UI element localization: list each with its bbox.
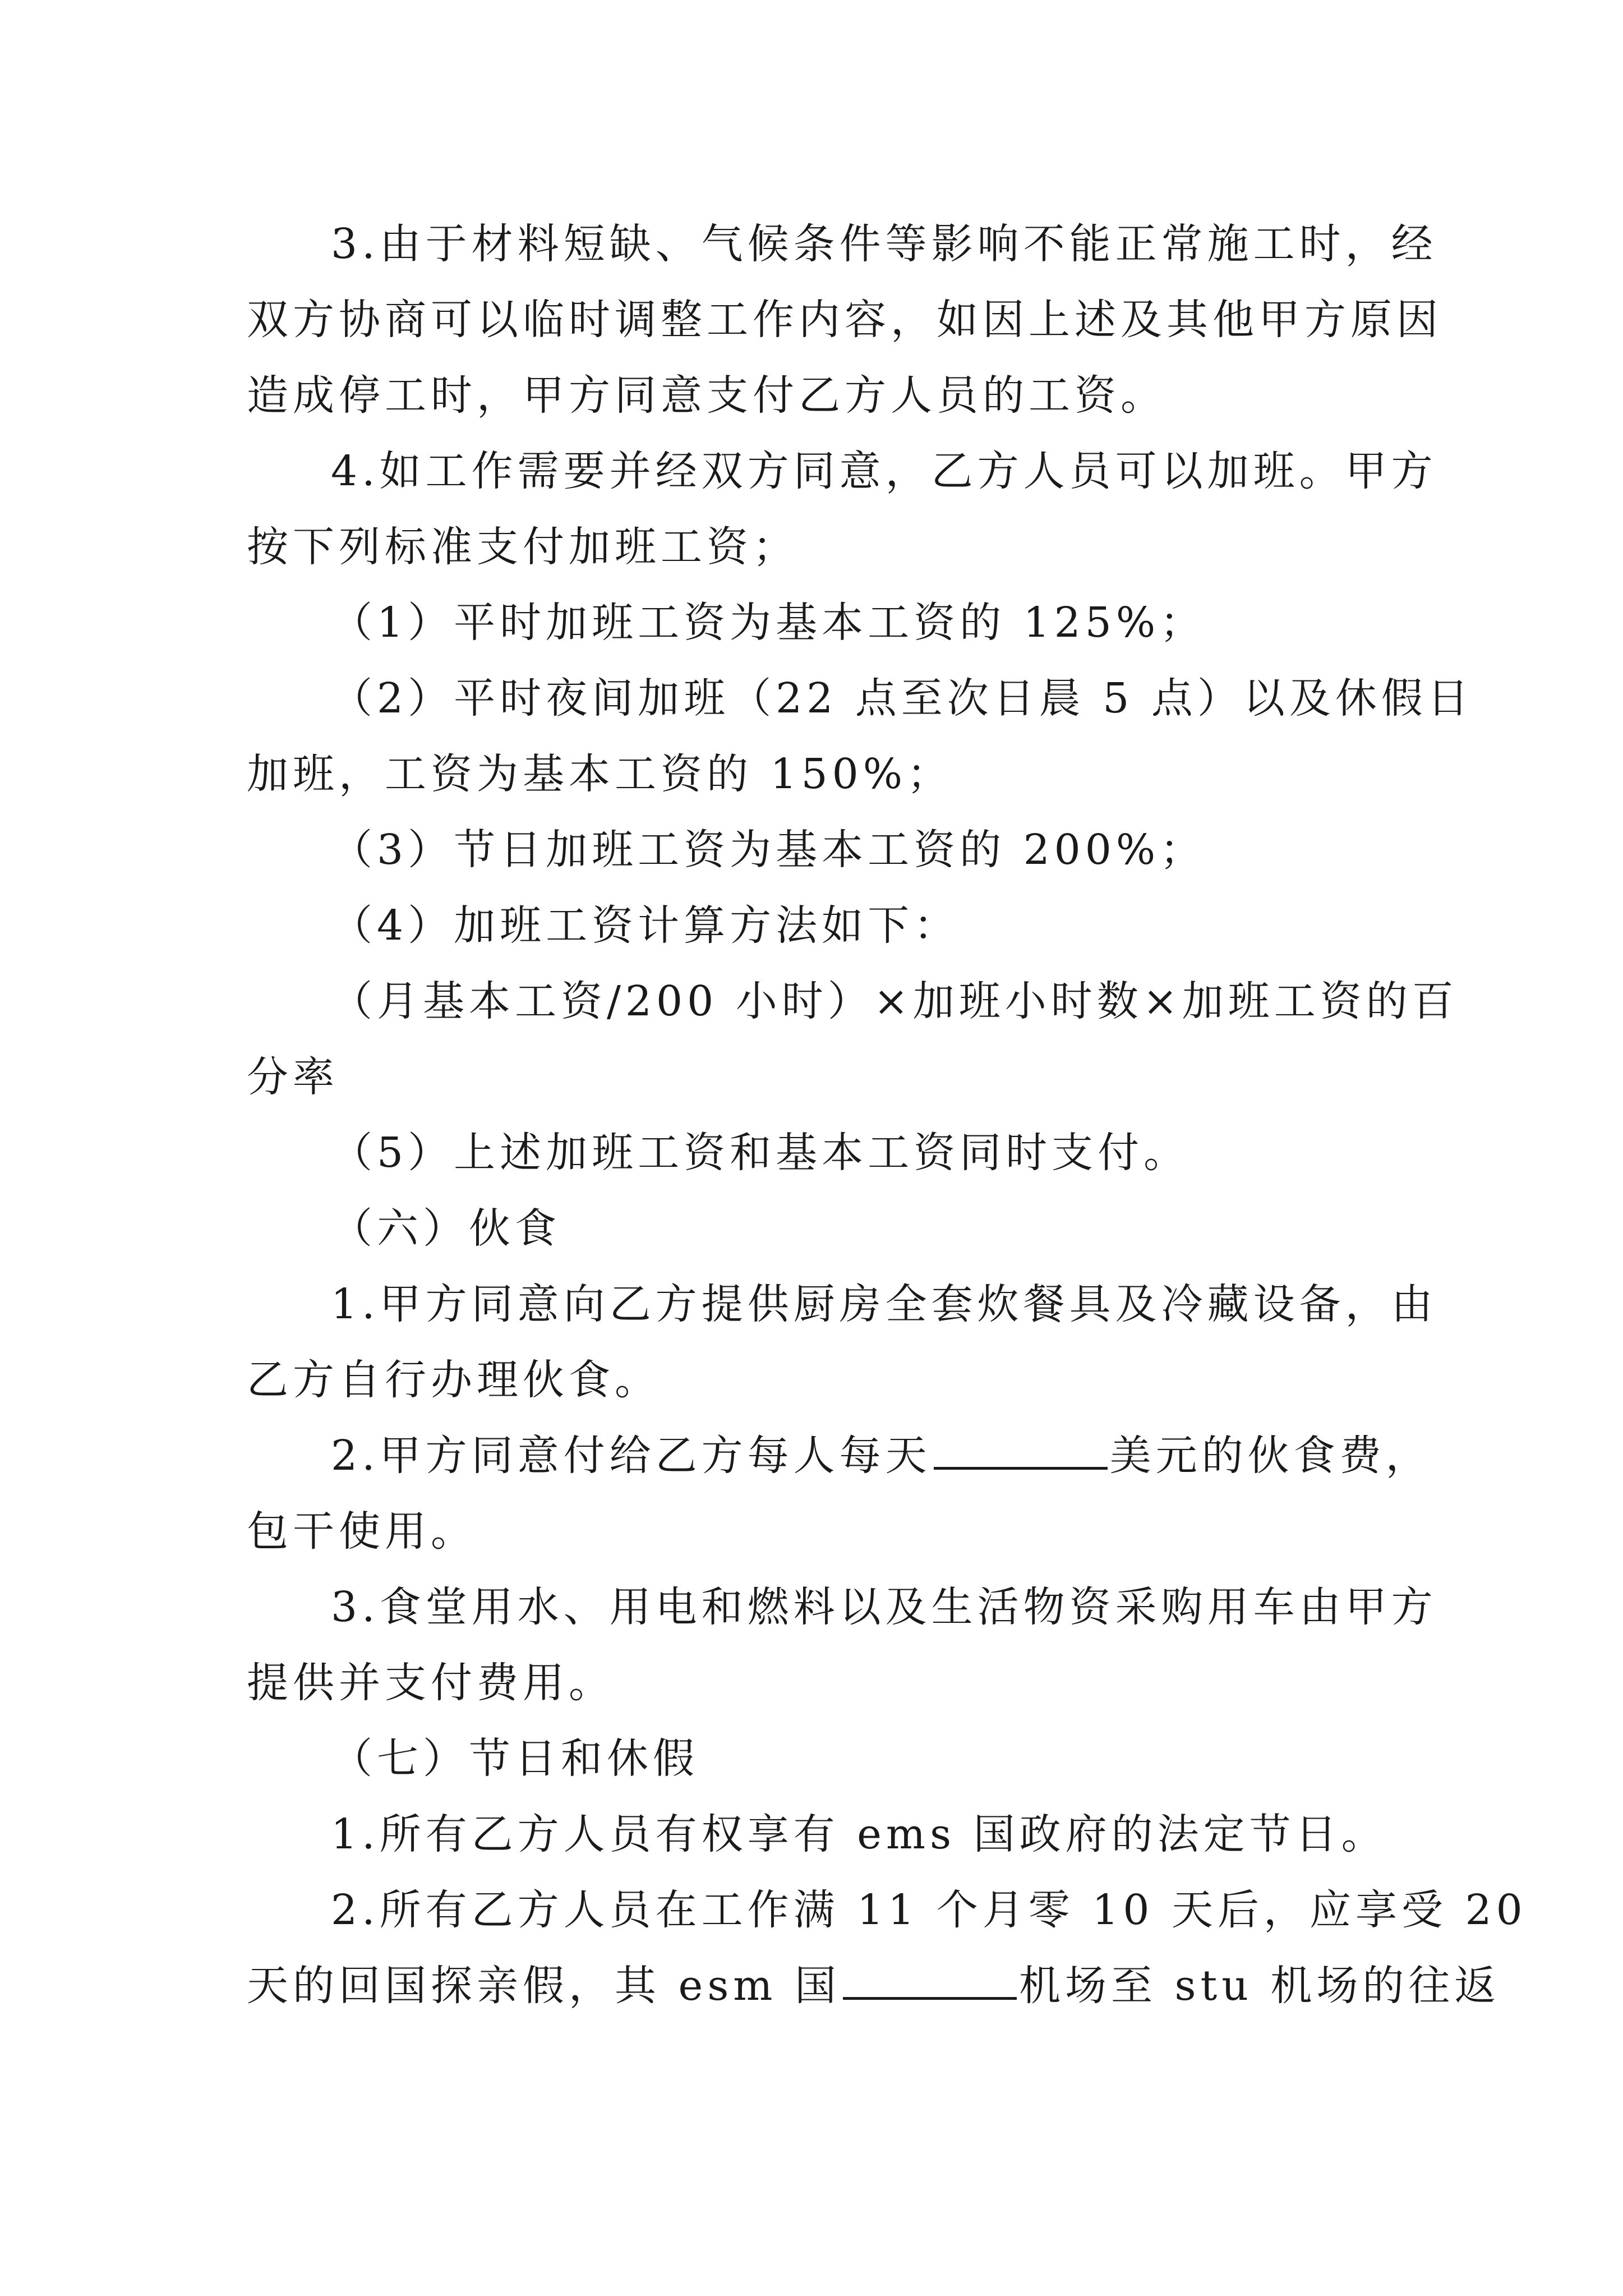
paragraph-line [0, 1341, 1623, 1419]
text-line: 1.所有乙方人员有权享有 ems 国政府的法定节日。 [331, 1810, 1387, 1858]
text-line: （月基本工资/200 小时）×加班小时数×加班工资的百 [331, 977, 1458, 1025]
text-line: （3）节日加班工资为基本工资的 200%； [331, 826, 1206, 874]
text-line: 天的回国探亲假，其 esm 国 [247, 1962, 841, 2010]
paragraph-line [0, 1644, 1623, 1722]
paragraph-line [0, 1416, 1623, 1495]
text-line: 分率 [247, 1053, 339, 1101]
text-line: 2.甲方同意付给乙方每人每天 [331, 1432, 932, 1480]
paragraph-line [0, 659, 1623, 738]
paragraph-line [0, 811, 1623, 889]
text-line: 按下列标准支付加班工资； [247, 523, 799, 571]
paragraph-line [0, 1492, 1623, 1571]
text-line: 包干使用。 [247, 1507, 477, 1556]
text-line: 1.甲方同意向乙方提供厨房全套炊餐具及冷藏设备，由 [331, 1280, 1437, 1328]
paragraph-line [0, 1795, 1623, 1874]
text-line: 造成停工时，甲方同意支付乙方人员的工资。 [247, 371, 1166, 420]
text-line: 2.所有乙方人员在工作满 11 个月零 10 天后，应享受 20 [331, 1886, 1527, 1934]
paragraph-line [0, 508, 1623, 586]
paragraph-line [0, 583, 1623, 662]
text-line: （4）加班工资计算方法如下： [331, 901, 960, 950]
paragraph-line [0, 1871, 1623, 1949]
paragraph-line [0, 1947, 1623, 2025]
text-line: 3.食堂用水、用电和燃料以及生活物资采购用车由甲方 [331, 1583, 1437, 1631]
text-line: （2）平时夜间加班（22 点至次日晨 5 点）以及休假日 [331, 674, 1473, 723]
paragraph-line [0, 735, 1623, 813]
text-line: 乙方自行办理伙食。 [247, 1356, 661, 1404]
paragraph-line [0, 1038, 1623, 1116]
text-line: 双方协商可以临时调整工作内容，如因上述及其他甲方原因 [247, 296, 1442, 344]
text-line: 美元的伙食费， [1109, 1432, 1432, 1480]
heading-text: （七）节日和休假 [331, 1734, 699, 1783]
text-line: （5）上述加班工资和基本工资同时支付。 [331, 1129, 1190, 1177]
text-line: 加班，工资为基本工资的 150%； [247, 750, 953, 798]
paragraph-line [0, 356, 1623, 435]
text-line: （1）平时加班工资为基本工资的 125%； [331, 599, 1206, 647]
fill-in-blank [843, 1955, 1017, 2000]
text-line: 4.如工作需要并经双方同意，乙方人员可以加班。甲方 [331, 447, 1437, 495]
text-line: 机场至 stu 机场的往返 [1018, 1962, 1501, 2010]
paragraph-line [0, 1265, 1623, 1343]
paragraph-line [0, 432, 1623, 510]
paragraph-line [0, 1114, 1623, 1192]
fill-in-blank [934, 1425, 1108, 1470]
paragraph-line [0, 205, 1623, 283]
paragraph-line [0, 962, 1623, 1041]
section-heading [0, 1719, 1623, 1798]
text-line: 提供并支付费用。 [247, 1659, 615, 1707]
paragraph-line [0, 280, 1623, 359]
text-line: 3.由于材料短缺、气候条件等影响不能正常施工时，经 [331, 220, 1437, 268]
section-heading [0, 1189, 1623, 1268]
heading-text: （六）伙食 [331, 1204, 561, 1253]
paragraph-line [0, 886, 1623, 965]
paragraph-line [0, 1568, 1623, 1646]
